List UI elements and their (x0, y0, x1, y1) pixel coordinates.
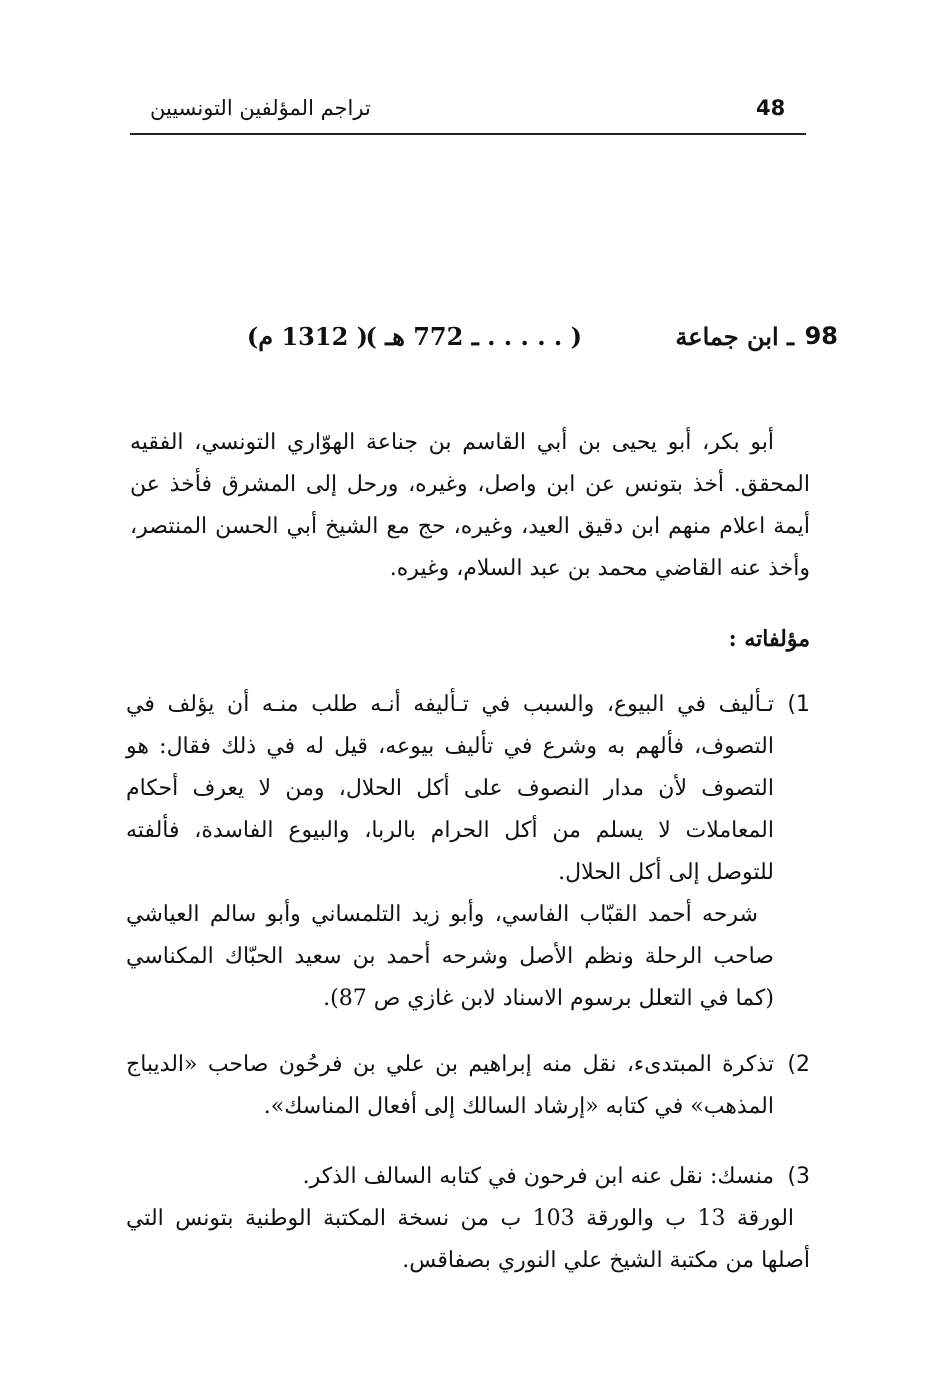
work-item-text: تذكرة المبتدىء، نقل منه إبراهيم بن علي بن فرحُون صاحب «الديباج المذهب» في كتابه «إرشاد السالك إلى أفعال المناسك». (126, 1052, 774, 1119)
work-item-note: شرحه أحمد القبّاب الفاسي، وأبو زيد التلمساني وأبو سالم العياشي صاحب الرحلة ونظم الأصل وشرحه أحمد بن سعيد الحبّاك المكناسي (كما في التعلل برسوم الاسناد لابن غازي ص 87). (126, 902, 774, 1011)
entry-name: ـ ابن جماعة (675, 322, 794, 351)
entry-heading (118, 322, 838, 362)
header-rule (130, 133, 806, 135)
works-heading: مؤلفاته : (728, 626, 810, 652)
entry-death-date: ( . . . . . ـ 772 هـ ) (365, 322, 582, 351)
work-item-number: 2) (787, 1052, 810, 1077)
work-item (126, 1044, 810, 1128)
running-title: تراجم المؤلفين التونسيين (150, 96, 371, 120)
work-item-text: تـأليف في البيوع، والسبب في تـأليفه أنـه طلب منـه أن يؤلف في التصوف، فألهم به وشرع في تأليف بيوعه، قيل له في ذلك فقال: هو التصوف لأن مدار النصوف على أكل الحلال، ومن لا يعرف أحكام المعاملات لا يسلم من أكل الحرام بالربا، والبيوع الفاسدة، فألفته للتوصل إلى أكل الحلال. (126, 692, 774, 885)
page-number: 48 (756, 96, 786, 120)
work-item-number: 3) (787, 1164, 810, 1189)
entry-number: 98 (804, 322, 838, 350)
entry-gregorian-date: ( 1312 م) (246, 322, 368, 351)
work-item-text: منسك: نقل عنه ابن فرحون في كتابه السالف الذكر. (302, 1164, 774, 1189)
work-item-number: 1) (787, 692, 810, 717)
work-item (126, 1156, 810, 1282)
biography-paragraph: أبو بكر، أبو يحيى بن أبي القاسم بن جناعة الهوّاري التونسي، الفقيه المحقق. أخذ بتونس عن ابن واصل، وغيره، ورحل إلى المشرق فأخذ عن أيمة اعلام منهم ابن دقيق العيد، وغيره، حج مع الشيخ أبي الحسن المنتصر، وأخذ عنه القاضي محمد بن عبد السلام، وغيره. (130, 430, 810, 581)
work-item-note: الورقة 13 ب والورقة 103 ب من نسخة المكتبة الوطنية بتونس التي أصلها من مكتبة الشيخ علي النوري بصفاقس. (126, 1206, 810, 1273)
work-item (126, 684, 810, 1020)
